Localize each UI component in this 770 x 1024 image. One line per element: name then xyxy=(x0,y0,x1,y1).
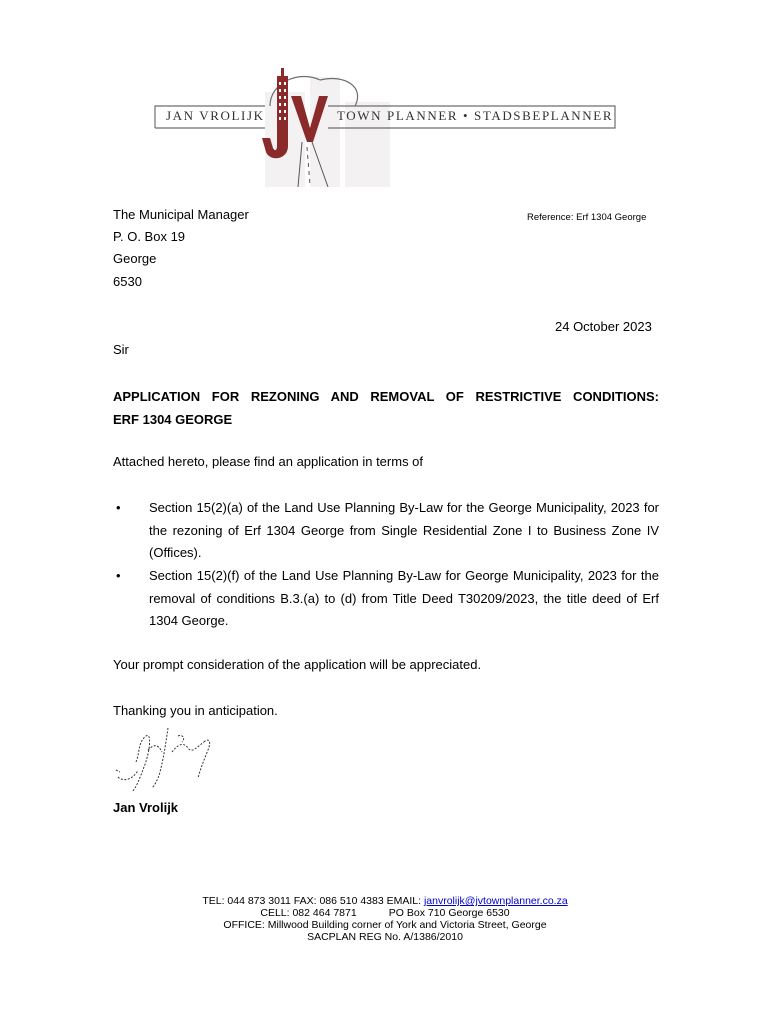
recipient-line-1: The Municipal Manager xyxy=(113,207,249,222)
closing-line-1: Your prompt consideration of the application will be appreciated. xyxy=(113,657,482,672)
reference: Reference: Erf 1304 George xyxy=(527,212,647,223)
letterhead-logo xyxy=(150,62,620,192)
footer-line-3: OFFICE: Millwood Building corner of York and Victoria Street, George xyxy=(223,919,547,931)
recipient-line-3: George xyxy=(113,251,157,266)
footer-line-2: CELL: 082 464 7871 PO Box 710 George 6530 xyxy=(260,907,510,919)
recipient-line-4: 6530 xyxy=(113,274,142,289)
list-item-1: Section 15(2)(a) of the Land Use Planning By-Law for the George Municipality, 2023 for the rezoning of Erf 1304 George from Single Residential Zone I to Business Zone IV (Offices). xyxy=(149,500,659,560)
bullet-2: • xyxy=(116,568,121,583)
salutation: Sir xyxy=(113,342,129,357)
closing-line-2: Thanking you in anticipation. xyxy=(113,703,278,718)
signatory-name: Jan Vrolijk xyxy=(113,800,179,815)
footer-line-1 xyxy=(150,895,620,907)
subject-line-1: APPLICATION FOR REZONING AND REMOVAL OF RESTRICTIVE CONDITIONS: xyxy=(113,389,659,404)
recipient-line-2: P. O. Box 19 xyxy=(113,229,186,244)
handwritten-signature xyxy=(108,722,228,802)
footer-contact xyxy=(150,895,620,943)
email-link[interactable]: janvrolijk@jvtownplanner.co.za xyxy=(423,895,568,907)
list-item-2: Section 15(2)(f) of the Land Use Planning By-Law for George Municipality, 2023 for the removal of conditions B.3.(a) to (d) from Title Deed T30209/2023, the title deed of Erf 1304 George. xyxy=(149,568,659,628)
subject-line-2: ERF 1304 GEORGE xyxy=(113,411,233,427)
letterhead-name: JAN VROLIJK xyxy=(166,108,265,123)
letter-date: 24 October 2023 xyxy=(555,319,652,334)
footer-line-4: SACPLAN REG No. A/1386/2010 xyxy=(307,931,463,943)
letterhead-tagline: TOWN PLANNER • STADSBEPLANNER xyxy=(337,108,614,123)
jv-logo-graphic xyxy=(150,62,620,192)
bullet-1: • xyxy=(116,500,121,515)
subject-heading xyxy=(113,386,659,431)
intro-text: Attached hereto, please find an application in terms of xyxy=(113,454,424,469)
footer-contact-numbers: TEL: 044 873 3011 FAX: 086 510 4383 EMAIL: xyxy=(202,895,424,907)
